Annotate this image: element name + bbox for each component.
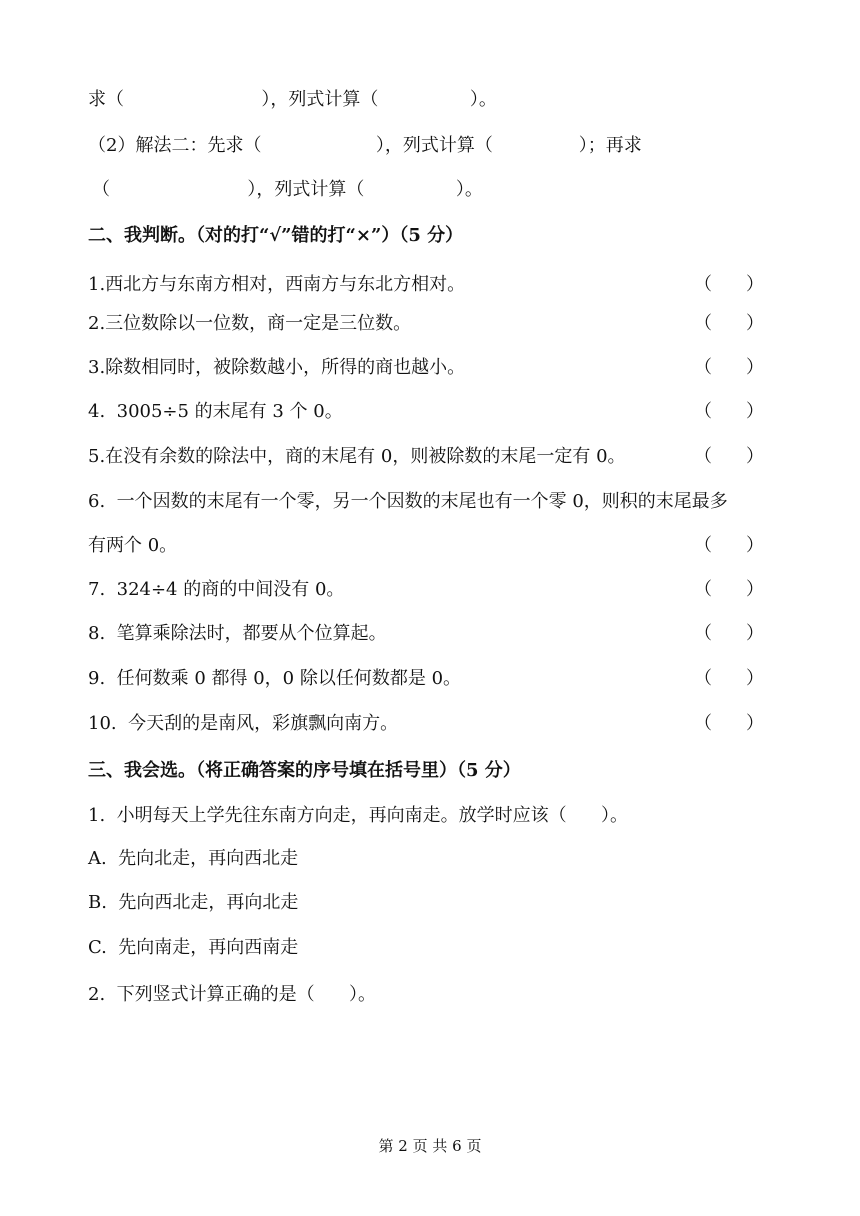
- judge-item-7: 7. 324÷4 的商的中间没有 0。: [88, 579, 345, 600]
- answer-paren-6[interactable]: （ ）: [694, 535, 764, 556]
- option-b: B. 先向西北走，再向北走: [88, 892, 299, 913]
- answer-paren-8[interactable]: （ ）: [694, 623, 764, 644]
- answer-paren-7[interactable]: （ ）: [694, 579, 764, 600]
- judge-item-6: 6. 一个因数的末尾有一个零，另一个因数的末尾也有一个零 0，则积的末尾最多: [88, 491, 728, 512]
- choice-question-2: 2. 下列竖式计算正确的是（ ）。: [88, 984, 376, 1005]
- judge-item-1: 1.西北方与东南方相对，西南方与东北方相对。: [88, 274, 466, 295]
- judge-item-10: 10. 今天刮的是南风，彩旗飘向南方。: [88, 713, 399, 734]
- judge-item-5: 5.在没有余数的除法中，商的末尾有 0，则被除数的末尾一定有 0。: [88, 446, 626, 467]
- section3-heading: 三、我会选。（将正确答案的序号填在括号里）（5 分）: [88, 760, 521, 781]
- option-c: C. 先向南走，再向西南走: [88, 937, 299, 958]
- choice-question-1: 1. 小明每天上学先往东南方向走，再向南走。放学时应该（ ）。: [88, 805, 628, 826]
- solution1-line: 求（ ），列式计算（ ）。: [88, 89, 497, 110]
- answer-paren-1[interactable]: （ ）: [694, 274, 764, 295]
- solution2-line-cont: （ ），列式计算（ ）。: [92, 179, 483, 200]
- judge-item-2: 2.三位数除以一位数，商一定是三位数。: [88, 313, 412, 334]
- answer-paren-4[interactable]: （ ）: [694, 401, 764, 422]
- answer-paren-9[interactable]: （ ）: [694, 668, 764, 689]
- answer-paren-10[interactable]: （ ）: [694, 713, 764, 734]
- answer-paren-2[interactable]: （ ）: [694, 313, 764, 334]
- judge-item-9: 9. 任何数乘 0 都得 0，0 除以任何数都是 0。: [88, 668, 462, 689]
- solution2-line: （2）解法二：先求（ ），列式计算（ ）；再求: [88, 135, 642, 156]
- answer-paren-3[interactable]: （ ）: [694, 357, 764, 378]
- judge-item-3: 3.除数相同时，被除数越小，所得的商也越小。: [88, 357, 466, 378]
- judge-item-6-cont: 有两个 0。: [88, 535, 178, 556]
- section2-heading: 二、我判断。（对的打“√”错的打“×”）（5 分）: [88, 225, 464, 246]
- option-a: A. 先向北走，再向西北走: [88, 848, 299, 869]
- judge-item-4: 4. 3005÷5 的末尾有 3 个 0。: [88, 401, 343, 422]
- page-number: 第 2 页 共 6 页: [378, 1137, 482, 1155]
- judge-item-8: 8. 笔算乘除法时，都要从个位算起。: [88, 623, 387, 644]
- answer-paren-5[interactable]: （ ）: [694, 446, 764, 467]
